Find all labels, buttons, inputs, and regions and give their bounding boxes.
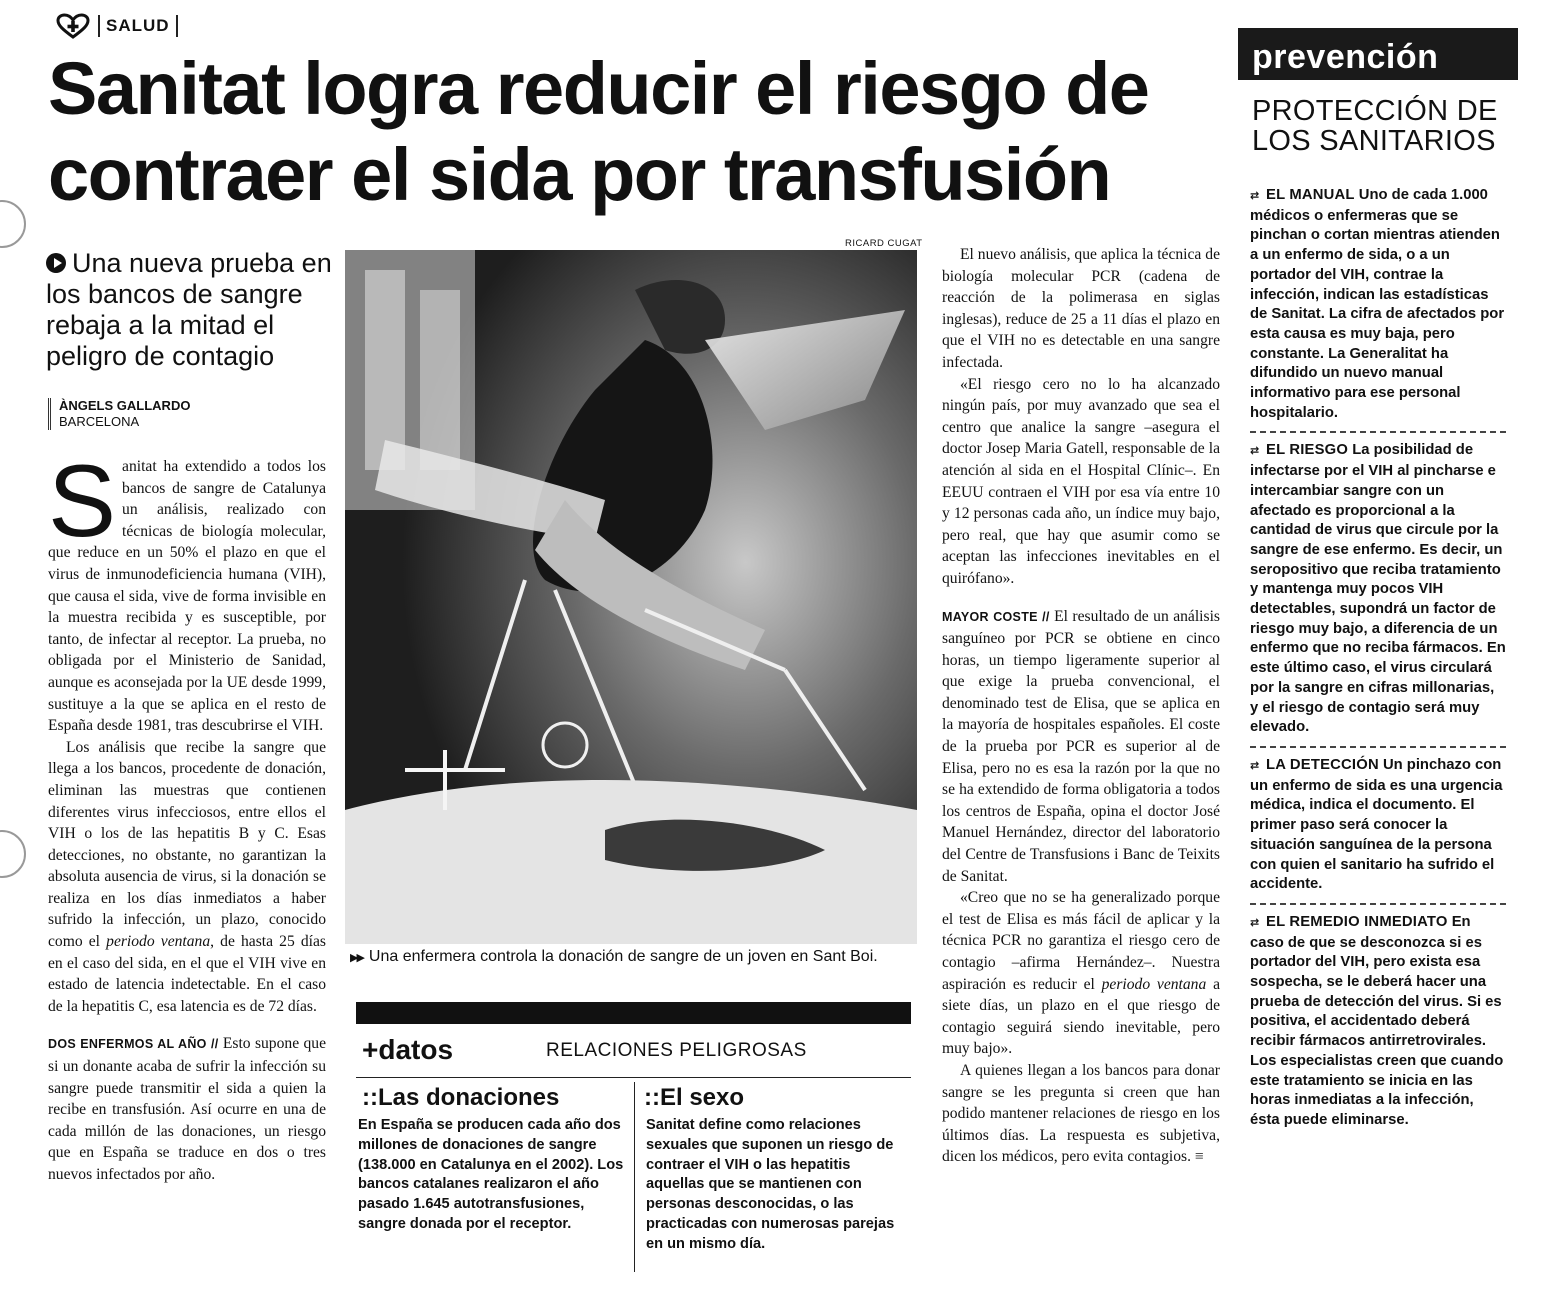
- paragraph-5: «El riesgo cero no lo ha alcanzado ningún país, por muy avanzado que sea el centro que analice la sangre –asegura el doctor Josep Maria Gatell, responsable de la atención al sida en el Hospital Clínic–. En EEUU contraen el VIH por esa vía entre 10 y 12 personas cada año, un índice muy bajo, pero real, que hay que asumir como se aceptan las infecciones inevitables en el quirófano».: [942, 375, 1220, 587]
- section-tag: [56, 12, 178, 40]
- headline: Sanitat logra reducir el riesgo de contraer el sida por transfusión: [48, 47, 1149, 216]
- heart-cross-icon: [56, 13, 90, 39]
- datos-divider: [356, 1077, 911, 1078]
- deck-text: Una nueva prueba en los bancos de sangre rebaja a la mitad el peligro de contagio: [46, 248, 332, 371]
- datos-subtitle: RELACIONES PELIGROSAS: [546, 1040, 807, 1061]
- paragraph-1: Sanitat ha extendido a todos los bancos de sangre de Catalunya un análisis, realizado con técnicas de biología molecular, que reduce en un 50% el plazo en que el virus de inmunodeficiencia humana (VIH), que causa el sida, vive de forma invisible en la muestra recibida y es susceptible, por tanto, de infectar al receptor. La prueba, no obligada por el Ministerio de Sanidad, aunque es aconsejada por la UE desde 1999, sustituye a la que se aplica en el resto de España desde 1981, tras descubrirse el VIH.: [48, 444, 326, 735]
- sexo-text: Sanitat define como relaciones sexuales que suponen un riesgo de contraer el VIH o las hepatitis aquellas que se mantienen con personas desconocidas, o las practicadas con numerosas parejas en un mismo día.: [646, 1117, 895, 1252]
- paragraph-3: DOS ENFERMOS AL AÑO // Esto supone que si un donante acaba de sufrir la infección su sangre puede transmitir el sida a quien la recibe en transfusión. Así ocurre en una de cada millón de las donaciones, un riesgo que en España se traduce en dos o tres nuevos infectados por año.: [48, 1035, 326, 1183]
- end-mark: ≡: [1194, 1148, 1204, 1166]
- double-arrow-icon: ⇄: [1250, 445, 1260, 458]
- article-column-1: [48, 444, 326, 1186]
- punch-hole-top: [0, 200, 26, 248]
- paragraph-2: Los análisis que recibe la sangre que llega a los bancos, procedente de donación, eliminan las muestras que contienen diferentes virus infecciosos, entre ellos el VIH o los de las hepatitis B y C. Esas detecciones, no obstante, no garantizan la absoluta ausencia de virus, si la donación se realiza en los días inmediatos a haber sufrido la infección, un plazo, conocido como el periodo ventana, de hasta 25 días en el caso del sida, en el que el VIH vive en estado de latencia indetectable. En el caso de la hepatitis C, esa latencia es de 72 días.: [48, 738, 326, 1015]
- sidebar-title: PROTECCIÓN DE LOS SANITARIOS: [1252, 95, 1498, 157]
- datos-column-divider: [634, 1082, 635, 1272]
- donaciones-heading: ::Las donaciones: [362, 1084, 560, 1111]
- deck: [46, 248, 346, 372]
- paragraph-8: A quienes llegan a los bancos para donar sangre se les pregunta si creen que han podido mantener relaciones de riesgo en los últimos días. La respuesta es subjetiva, dicen los médicos, pero evita contagios. ≡: [942, 1061, 1220, 1166]
- sidebar-item-manual: ⇄ EL MANUAL Uno de cada 1.000 médicos o enfermeras que se pinchan o cortan mientras atienden a un enfermo de sida, o a un portador del VIH, contrae la infección, indican las estadísticas de Sanitat. La cifra de afectados por esta causa es muy baja, pero constante. La Generalitat ha difundido un nuevo manual informativo para ese personal hospitalario.: [1250, 187, 1505, 421]
- play-bullet-icon: [46, 253, 66, 273]
- sidebar-body: [1250, 186, 1506, 1139]
- double-arrow-icon: ⇄: [1250, 916, 1260, 929]
- subhead-dos-enfermos: DOS ENFERMOS AL AÑO //: [48, 1037, 219, 1052]
- dashed-separator: [1250, 431, 1506, 433]
- double-arrow-icon: ⇄: [1250, 759, 1260, 772]
- dashed-separator: [1250, 746, 1506, 748]
- donaciones-text: En España se producen cada año dos millones de donaciones de sangre (138.000 en Catalunya en el 2002). Los bancos catalanes realizaron el año pasado 1.645 autotransfusiones, sangre donada por el receptor.: [358, 1117, 624, 1232]
- sidebar-item-deteccion: ⇄ LA DETECCIÓN Un pinchazo con un enfermo de sida es una urgencia médica, indica el documento. El primer paso será conocer la situación sanguínea de la persona con quien el sanitario ha sufrido el accidente.: [1250, 756, 1503, 893]
- byline-place: BARCELONA: [59, 414, 140, 429]
- dashed-separator: [1250, 903, 1506, 905]
- byline-author: ÀNGELS GALLARDO: [59, 398, 191, 413]
- paragraph-7: «Creo que no se ha generalizado porque el test de Elisa es más fácil de aplicar y la técnica PCR no garantiza el riesgo cero de contagio –afirma Hernández–. Nuestra aspiración es reducir el periodo ventana a siete días, un plazo en el que riesgo de contagio seguirá siendo inevitable, pero muy bajo».: [942, 889, 1220, 1058]
- double-arrow-icon: ⇄: [1250, 190, 1260, 202]
- caption-arrows-icon: ▶▶: [350, 952, 363, 964]
- section-label: SALUD: [98, 15, 178, 37]
- photo-credit: RICARD CUGAT: [845, 238, 923, 249]
- punch-hole-bottom: [0, 830, 26, 878]
- subhead-mayor-coste: MAYOR COSTE //: [942, 609, 1050, 624]
- article-column-3: [942, 244, 1220, 1168]
- paragraph-4: El nuevo análisis, que aplica la técnica de biología molecular PCR (cadena de reacción de la polimerasa en siglas inglesas), reduce de 25 a 11 días el plazo en que el VIH no es detectable en una sangre infectada.: [942, 246, 1220, 371]
- byline: [48, 398, 190, 430]
- paragraph-6: MAYOR COSTE // El resultado de un análisis sanguíneo por PCR se obtiene en cinco horas, un tiempo ligeramente superior al que exige la prueba convencional, el denominado test de Elisa, que se aplica en la mayoría de hospitales españoles. El coste de la prueba por PCR es superior al de Elisa, pero no es esa la razón por la que no se ha extendido de forma obligatoria a todos los centros de España, opina el doctor José Manuel Hernández, director del laboratorio del Centre de Transfusions i Banc de Teixits de Sanitat.: [942, 607, 1220, 885]
- photo-caption: ▶▶ Una enfermera controla la donación de sangre de un joven en Sant Boi.: [350, 948, 878, 965]
- sidebar-item-riesgo: ⇄ EL RIESGO La posibilidad de infectarse por el VIH al pincharse e intercambiar sangre con un afectado es proporcional a la cantidad de virus que circule por la sangre de ese enfermo. Es decir, un seropositivo que reciba tratamiento y mantenga muy pocos VIH detectables, supondrá un factor de riesgo muy bajo, a diferencia de un enfermo que no reciba fármacos. En este último caso, el virus circulará por la sangre en cifras millonarias, y el riesgo de contagio será muy elevado.: [1250, 442, 1506, 736]
- sidebar-kicker: prevención: [1252, 38, 1439, 76]
- drop-cap: S: [48, 444, 117, 558]
- sidebar-item-remedio: ⇄ EL REMEDIO INMEDIATO En caso de que se desconozca si es portador del VIH, pero exista esa sospecha, se le deberá hacer una prueba de detección del virus. Si es positiva, el accidentado deberá recibir fármacos antirretrovirales. Los especialistas creen que cuando este tratamiento se inicia en las horas inmediatas a la infección, ésta puede eliminarse.: [1250, 913, 1504, 1128]
- sexo-heading: ::El sexo: [644, 1084, 745, 1111]
- datos-top-bar: [356, 1002, 911, 1024]
- photo-blood-donation: [345, 250, 917, 944]
- datos-title: +datos: [362, 1034, 454, 1065]
